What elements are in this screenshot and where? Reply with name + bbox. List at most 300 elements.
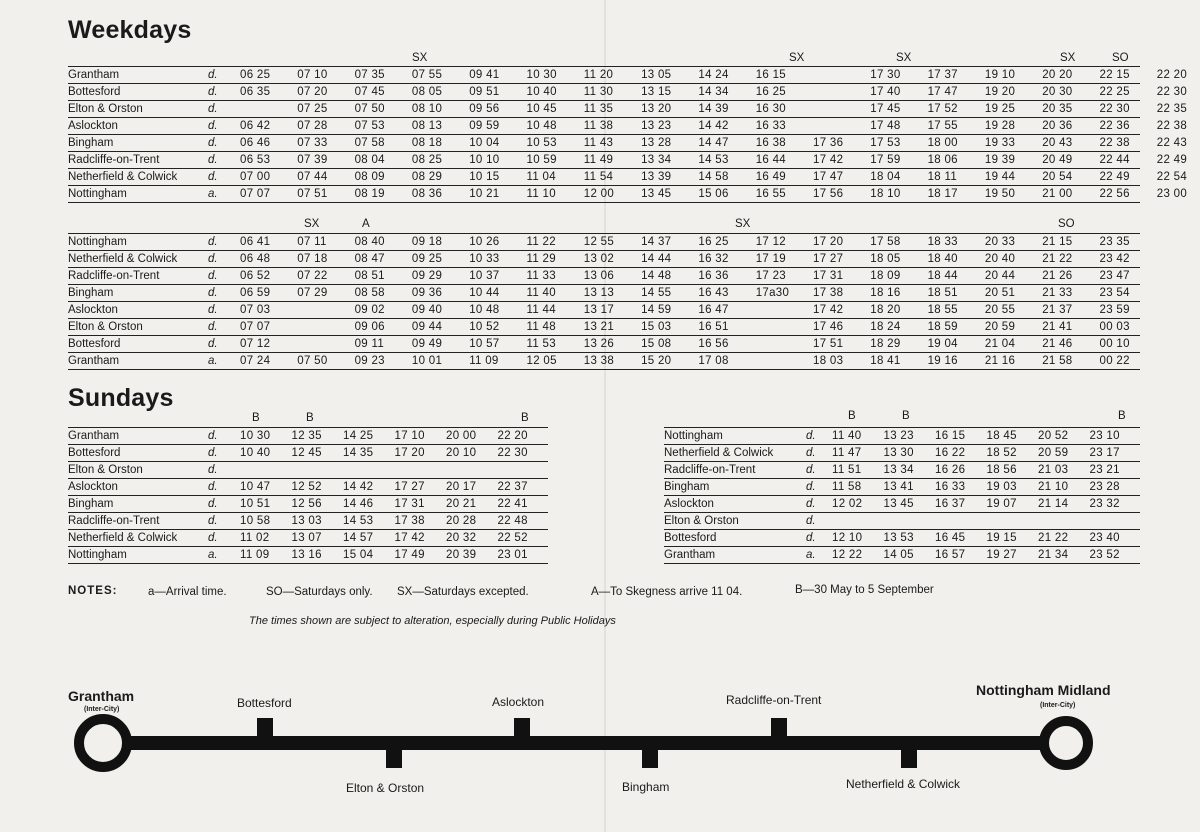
train-time: 19 28 xyxy=(984,120,1016,132)
train-time: 09 25 xyxy=(411,253,443,265)
train-time: 17 42 xyxy=(394,532,425,544)
station-name: Bingham xyxy=(68,498,114,510)
train-time: 22 37 xyxy=(497,481,528,493)
station-name: Bottesford xyxy=(68,338,121,350)
train-time: 07 10 xyxy=(297,69,328,81)
train-time: 13 02 xyxy=(583,253,615,265)
station-name: Elton & Orston xyxy=(68,464,143,476)
train-time: 12 05 xyxy=(526,355,557,367)
train-time: 06 25 xyxy=(240,69,271,81)
arr-dep-code: d. xyxy=(806,430,816,442)
arr-dep-code: d. xyxy=(806,498,816,510)
train-time: 07 28 xyxy=(297,120,328,132)
train-time: 23 52 xyxy=(1089,549,1120,561)
train-time: 15 03 xyxy=(641,321,672,333)
train-time: 17 55 xyxy=(927,120,958,132)
train-time: 08 25 xyxy=(411,154,443,166)
train-time: 14 53 xyxy=(698,154,729,166)
grantham-intercity-label: (Inter-City) xyxy=(84,706,120,713)
arr-dep-code: d. xyxy=(806,447,816,459)
train-time: 18 29 xyxy=(870,338,901,350)
train-time: 16 57 xyxy=(935,549,966,561)
train-time: 13 28 xyxy=(641,137,672,149)
train-time: 12 00 xyxy=(583,188,615,200)
station-name: Elton & Orston xyxy=(68,321,143,333)
train-time: 17 40 xyxy=(870,86,901,98)
train-time: 18 41 xyxy=(870,355,901,367)
bottesford-label: Bottesford xyxy=(237,696,292,710)
train-time: 10 30 xyxy=(526,69,557,81)
train-time: 19 27 xyxy=(986,549,1017,561)
train-time: 22 36 xyxy=(1099,120,1130,132)
train-time: 17 38 xyxy=(394,515,425,527)
arr-dep-code: d. xyxy=(208,120,218,132)
arr-dep-code: d. xyxy=(208,338,218,350)
train-time: 16 15 xyxy=(755,69,786,81)
train-time: 07 12 xyxy=(240,338,271,350)
arr-dep-code: a. xyxy=(208,355,218,367)
train-time: 16 49 xyxy=(755,171,786,183)
train-time: 22 48 xyxy=(497,515,528,527)
notes-label: NOTES: xyxy=(68,585,118,597)
train-time: 11 54 xyxy=(583,171,614,183)
train-time: 16 56 xyxy=(698,338,729,350)
train-time: 11 20 xyxy=(583,69,614,81)
train-time: 09 18 xyxy=(411,236,443,248)
train-time: 10 30 xyxy=(240,430,271,442)
station-name: Grantham xyxy=(664,549,716,561)
train-time: 10 45 xyxy=(526,103,557,115)
train-time: 08 18 xyxy=(411,137,443,149)
netherfield-tick xyxy=(901,748,917,768)
train-time: 14 24 xyxy=(698,69,729,81)
arr-dep-code: d. xyxy=(208,532,218,544)
train-time: 14 37 xyxy=(641,236,672,248)
train-time: 11 48 xyxy=(526,321,556,333)
train-time: 20 21 xyxy=(446,498,477,510)
subject-to-alteration: The times shown are subject to alteration, especially during Public Holidays xyxy=(249,615,616,627)
train-time: 11 51 xyxy=(832,464,862,476)
train-time: 17 31 xyxy=(813,270,844,282)
train-time: 19 39 xyxy=(984,154,1016,166)
train-time: 07 39 xyxy=(297,154,328,166)
train-time: 23 17 xyxy=(1089,447,1120,459)
train-time: 14 46 xyxy=(343,498,374,510)
train-time: 06 41 xyxy=(240,236,271,248)
train-time: 10 10 xyxy=(469,154,500,166)
train-time: 07 29 xyxy=(297,287,328,299)
train-time: 21 22 xyxy=(1042,253,1073,265)
train-time: 14 42 xyxy=(343,481,374,493)
train-time: 12 22 xyxy=(832,549,863,561)
train-time: 13 39 xyxy=(641,171,672,183)
weekdays-heading: Weekdays xyxy=(68,16,192,44)
train-time: 10 44 xyxy=(469,287,500,299)
station-name: Bingham xyxy=(68,137,114,149)
train-time: 17 27 xyxy=(394,481,425,493)
train-time: 21 14 xyxy=(1038,498,1069,510)
station-name: Nottingham xyxy=(68,549,127,561)
train-time: 14 39 xyxy=(698,103,729,115)
train-time: 16 43 xyxy=(698,287,729,299)
train-time: 08 19 xyxy=(354,188,385,200)
train-time: 09 44 xyxy=(411,321,443,333)
train-time: 13 15 xyxy=(641,86,672,98)
train-time: 20 20 xyxy=(1042,69,1073,81)
train-time: 11 43 xyxy=(583,137,614,149)
note-b-dates: B—30 May to 5 September xyxy=(795,584,934,596)
train-time: 12 55 xyxy=(583,236,615,248)
train-time: 14 47 xyxy=(698,137,729,149)
train-time: 20 44 xyxy=(984,270,1016,282)
train-time: 17 46 xyxy=(813,321,844,333)
train-time: 22 49 xyxy=(1099,171,1130,183)
train-time: 11 40 xyxy=(832,430,862,442)
train-time: 11 35 xyxy=(583,103,614,115)
train-time: 18 55 xyxy=(927,304,958,316)
arr-dep-code: d. xyxy=(208,464,218,476)
train-time: 21 46 xyxy=(1042,338,1073,350)
station-name: Nottingham xyxy=(664,430,723,442)
service-flag: B xyxy=(521,412,529,424)
train-time: 14 48 xyxy=(641,270,672,282)
train-time: 09 06 xyxy=(354,321,385,333)
train-time: 23 40 xyxy=(1089,532,1120,544)
train-time: 11 33 xyxy=(526,270,556,282)
station-name: Elton & Orston xyxy=(68,103,143,115)
train-time: 10 51 xyxy=(240,498,271,510)
train-time: 17 47 xyxy=(927,86,958,98)
train-time: 14 35 xyxy=(343,447,374,459)
train-time: 19 16 xyxy=(927,355,958,367)
train-time: 11 10 xyxy=(526,188,556,200)
train-time: 12 56 xyxy=(291,498,322,510)
train-time: 07 00 xyxy=(240,171,271,183)
train-time: 20 36 xyxy=(1042,120,1073,132)
train-time: 07 33 xyxy=(297,137,328,149)
train-time: 13 05 xyxy=(641,69,672,81)
arr-dep-code: d. xyxy=(208,304,218,316)
train-time: 17 23 xyxy=(755,270,786,282)
train-time: 11 38 xyxy=(583,120,614,132)
train-time: 11 49 xyxy=(583,154,614,166)
train-time: 08 40 xyxy=(354,236,385,248)
train-time: 00 03 xyxy=(1099,321,1130,333)
station-name: Bingham xyxy=(68,287,114,299)
train-time: 08 05 xyxy=(411,86,443,98)
train-time: 18 51 xyxy=(927,287,958,299)
train-time: 22 35 xyxy=(1156,103,1188,115)
train-time: 22 15 xyxy=(1099,69,1130,81)
train-time: 16 45 xyxy=(935,532,966,544)
train-time: 07 18 xyxy=(297,253,328,265)
train-time: 17 42 xyxy=(813,304,844,316)
train-time: 14 59 xyxy=(641,304,672,316)
train-time: 16 32 xyxy=(698,253,729,265)
train-time: 10 47 xyxy=(240,481,271,493)
station-name: Radcliffe-on-Trent xyxy=(68,270,160,282)
train-time: 07 50 xyxy=(297,355,328,367)
train-time: 18 20 xyxy=(870,304,901,316)
train-time: 16 51 xyxy=(698,321,729,333)
train-time: 12 35 xyxy=(291,430,322,442)
train-time: 15 08 xyxy=(641,338,672,350)
train-time: 23 32 xyxy=(1089,498,1120,510)
station-name: Bottesford xyxy=(664,532,717,544)
arr-dep-code: d. xyxy=(208,498,218,510)
sundays-heading: Sundays xyxy=(68,384,174,412)
grantham-terminus-label: Grantham xyxy=(68,688,135,704)
train-time: 14 57 xyxy=(343,532,374,544)
train-time: 07 24 xyxy=(240,355,271,367)
train-time: 07 51 xyxy=(297,188,328,200)
train-time: 08 47 xyxy=(354,253,385,265)
note-saturdays-excepted: SX—Saturdays excepted. xyxy=(397,586,529,598)
train-time: 21 58 xyxy=(1042,355,1073,367)
train-time: 15 04 xyxy=(343,549,374,561)
note-skegness: A—To Skegness arrive 11 04. xyxy=(591,586,743,598)
train-time: 21 22 xyxy=(1038,532,1069,544)
station-name: Bingham xyxy=(664,481,710,493)
service-flag: B xyxy=(902,410,910,422)
train-time: 19 03 xyxy=(986,481,1017,493)
aslockton-label: Aslockton xyxy=(492,695,545,709)
train-time: 21 34 xyxy=(1038,549,1069,561)
train-time: 20 17 xyxy=(446,481,477,493)
train-time: 10 58 xyxy=(240,515,271,527)
train-time: 13 41 xyxy=(883,481,914,493)
train-time: 08 58 xyxy=(354,287,385,299)
train-time: 19 50 xyxy=(984,188,1016,200)
train-time: 18 11 xyxy=(927,171,958,183)
train-time: 22 25 xyxy=(1099,86,1130,98)
service-flag: SX xyxy=(896,52,912,64)
train-time: 07 53 xyxy=(354,120,385,132)
train-time: 12 52 xyxy=(291,481,322,493)
train-time: 18 10 xyxy=(870,188,901,200)
train-time: 17 27 xyxy=(813,253,844,265)
train-time: 18 33 xyxy=(927,236,958,248)
arr-dep-code: d. xyxy=(208,154,218,166)
train-time: 20 30 xyxy=(1042,86,1073,98)
train-time: 16 26 xyxy=(935,464,966,476)
train-time: 11 22 xyxy=(526,236,556,248)
train-time: 13 26 xyxy=(583,338,615,350)
train-time: 17 59 xyxy=(870,154,901,166)
train-time: 17 12 xyxy=(755,236,786,248)
train-time: 09 29 xyxy=(411,270,443,282)
train-time: 20 54 xyxy=(1042,171,1073,183)
arr-dep-code: a. xyxy=(208,549,218,561)
train-time: 22 38 xyxy=(1099,137,1130,149)
station-name: Aslockton xyxy=(68,120,118,132)
train-time: 17 49 xyxy=(394,549,425,561)
netherfield-label: Netherfield & Colwick xyxy=(846,777,961,791)
train-time: 10 53 xyxy=(526,137,557,149)
train-time: 23 54 xyxy=(1099,287,1130,299)
train-time: 17 48 xyxy=(870,120,901,132)
train-time: 21 33 xyxy=(1042,287,1073,299)
train-time: 07 45 xyxy=(354,86,385,98)
train-time: 09 02 xyxy=(354,304,385,316)
train-time: 08 36 xyxy=(411,188,443,200)
nottingham-terminus-marker xyxy=(1044,721,1088,765)
train-time: 17 20 xyxy=(813,236,844,248)
service-flag: B xyxy=(1118,410,1126,422)
train-time: 14 25 xyxy=(343,430,374,442)
service-flag: SX xyxy=(412,52,428,64)
train-time: 23 21 xyxy=(1089,464,1120,476)
train-time: 17 42 xyxy=(813,154,844,166)
train-time: 17 10 xyxy=(394,430,425,442)
train-time: 18 44 xyxy=(927,270,958,282)
train-time: 14 34 xyxy=(698,86,729,98)
arr-dep-code: d. xyxy=(208,321,218,333)
train-time: 16 15 xyxy=(935,430,966,442)
train-time: 14 53 xyxy=(343,515,374,527)
train-time: 17 52 xyxy=(927,103,958,115)
train-time: 08 29 xyxy=(411,171,443,183)
train-time: 18 03 xyxy=(813,355,844,367)
train-time: 13 45 xyxy=(641,188,672,200)
train-time: 14 05 xyxy=(883,549,914,561)
arr-dep-code: d. xyxy=(208,253,218,265)
train-time: 18 04 xyxy=(870,171,901,183)
train-time: 22 41 xyxy=(497,498,528,510)
train-time: 13 03 xyxy=(291,515,322,527)
train-time: 13 23 xyxy=(883,430,914,442)
station-name: Aslockton xyxy=(664,498,714,510)
train-time: 17 58 xyxy=(870,236,901,248)
train-time: 18 56 xyxy=(986,464,1017,476)
train-time: 13 53 xyxy=(883,532,914,544)
train-time: 06 46 xyxy=(240,137,271,149)
train-time: 10 01 xyxy=(411,355,443,367)
train-time: 23 42 xyxy=(1099,253,1130,265)
train-time: 17 08 xyxy=(698,355,729,367)
train-time: 20 00 xyxy=(446,430,477,442)
train-time: 23 00 xyxy=(1156,188,1188,200)
train-time: 21 15 xyxy=(1042,236,1073,248)
nottingham-terminus-label: Nottingham Midland xyxy=(976,682,1111,698)
train-time: 07 35 xyxy=(354,69,385,81)
train-time: 21 04 xyxy=(984,338,1016,350)
arr-dep-code: d. xyxy=(208,430,218,442)
note-saturdays-only: SO—Saturdays only. xyxy=(266,586,373,598)
arr-dep-code: d. xyxy=(806,532,816,544)
elton-orston-tick xyxy=(386,748,402,768)
aslockton-tick xyxy=(514,718,530,738)
train-time: 16 25 xyxy=(755,86,786,98)
train-time: 19 10 xyxy=(984,69,1016,81)
train-time: 14 55 xyxy=(641,287,672,299)
train-time: 13 06 xyxy=(583,270,615,282)
station-name: Netherfield & Colwick xyxy=(68,532,178,544)
train-time: 09 49 xyxy=(411,338,443,350)
train-time: 21 16 xyxy=(984,355,1016,367)
train-time: 22 38 xyxy=(1156,120,1188,132)
train-time: 16 25 xyxy=(698,236,729,248)
train-time: 06 52 xyxy=(240,270,271,282)
train-time: 10 37 xyxy=(469,270,500,282)
train-time: 11 58 xyxy=(832,481,862,493)
train-time: 17a30 xyxy=(755,287,790,299)
train-time: 20 51 xyxy=(984,287,1016,299)
train-time: 10 48 xyxy=(526,120,557,132)
service-flag: SX xyxy=(735,218,751,230)
service-flag: B xyxy=(848,410,856,422)
train-time: 20 39 xyxy=(446,549,477,561)
train-time: 08 13 xyxy=(411,120,443,132)
station-name: Radcliffe-on-Trent xyxy=(664,464,756,476)
train-time: 17 47 xyxy=(813,171,844,183)
train-time: 10 59 xyxy=(526,154,557,166)
train-time: 11 30 xyxy=(583,86,614,98)
train-time: 20 49 xyxy=(1042,154,1073,166)
train-time: 00 10 xyxy=(1099,338,1130,350)
train-time: 22 49 xyxy=(1156,154,1188,166)
train-time: 09 36 xyxy=(411,287,443,299)
station-name: Netherfield & Colwick xyxy=(664,447,774,459)
train-time: 21 03 xyxy=(1038,464,1069,476)
bingham-label: Bingham xyxy=(622,780,670,794)
train-time: 09 59 xyxy=(469,120,500,132)
train-time: 23 10 xyxy=(1089,430,1120,442)
train-time: 10 40 xyxy=(526,86,557,98)
train-time: 23 28 xyxy=(1089,481,1120,493)
train-time: 21 26 xyxy=(1042,270,1073,282)
train-time: 13 13 xyxy=(583,287,615,299)
train-time: 18 24 xyxy=(870,321,901,333)
train-time: 07 55 xyxy=(411,69,443,81)
train-time: 18 52 xyxy=(986,447,1017,459)
nottingham-intercity-label: (Inter-City) xyxy=(1040,702,1076,709)
train-time: 07 07 xyxy=(240,321,271,333)
train-time: 11 44 xyxy=(526,304,556,316)
train-time: 18 17 xyxy=(927,188,958,200)
train-time: 19 15 xyxy=(986,532,1017,544)
service-flag: A xyxy=(362,218,370,230)
train-time: 15 20 xyxy=(641,355,672,367)
train-time: 00 22 xyxy=(1099,355,1130,367)
radcliffe-label: Radcliffe-on-Trent xyxy=(726,693,822,707)
train-time: 23 01 xyxy=(497,549,528,561)
train-time: 17 30 xyxy=(870,69,901,81)
train-time: 09 23 xyxy=(354,355,385,367)
train-time: 12 45 xyxy=(291,447,322,459)
train-time: 07 03 xyxy=(240,304,271,316)
train-time: 14 44 xyxy=(641,253,672,265)
train-time: 16 22 xyxy=(935,447,966,459)
train-time: 14 58 xyxy=(698,171,729,183)
arr-dep-code: a. xyxy=(806,549,816,561)
station-name: Radcliffe-on-Trent xyxy=(68,154,160,166)
train-time: 21 10 xyxy=(1038,481,1069,493)
train-time: 09 11 xyxy=(354,338,385,350)
train-time: 10 21 xyxy=(469,188,500,200)
train-time: 10 26 xyxy=(469,236,500,248)
train-time: 15 06 xyxy=(698,188,729,200)
train-time: 07 20 xyxy=(297,86,328,98)
route-line xyxy=(100,736,1070,750)
train-time: 13 45 xyxy=(883,498,914,510)
train-time: 17 37 xyxy=(927,69,958,81)
train-time: 23 35 xyxy=(1099,236,1130,248)
train-time: 18 40 xyxy=(927,253,958,265)
train-time: 17 36 xyxy=(813,137,844,149)
arr-dep-code: d. xyxy=(806,515,816,527)
train-time: 20 40 xyxy=(984,253,1016,265)
